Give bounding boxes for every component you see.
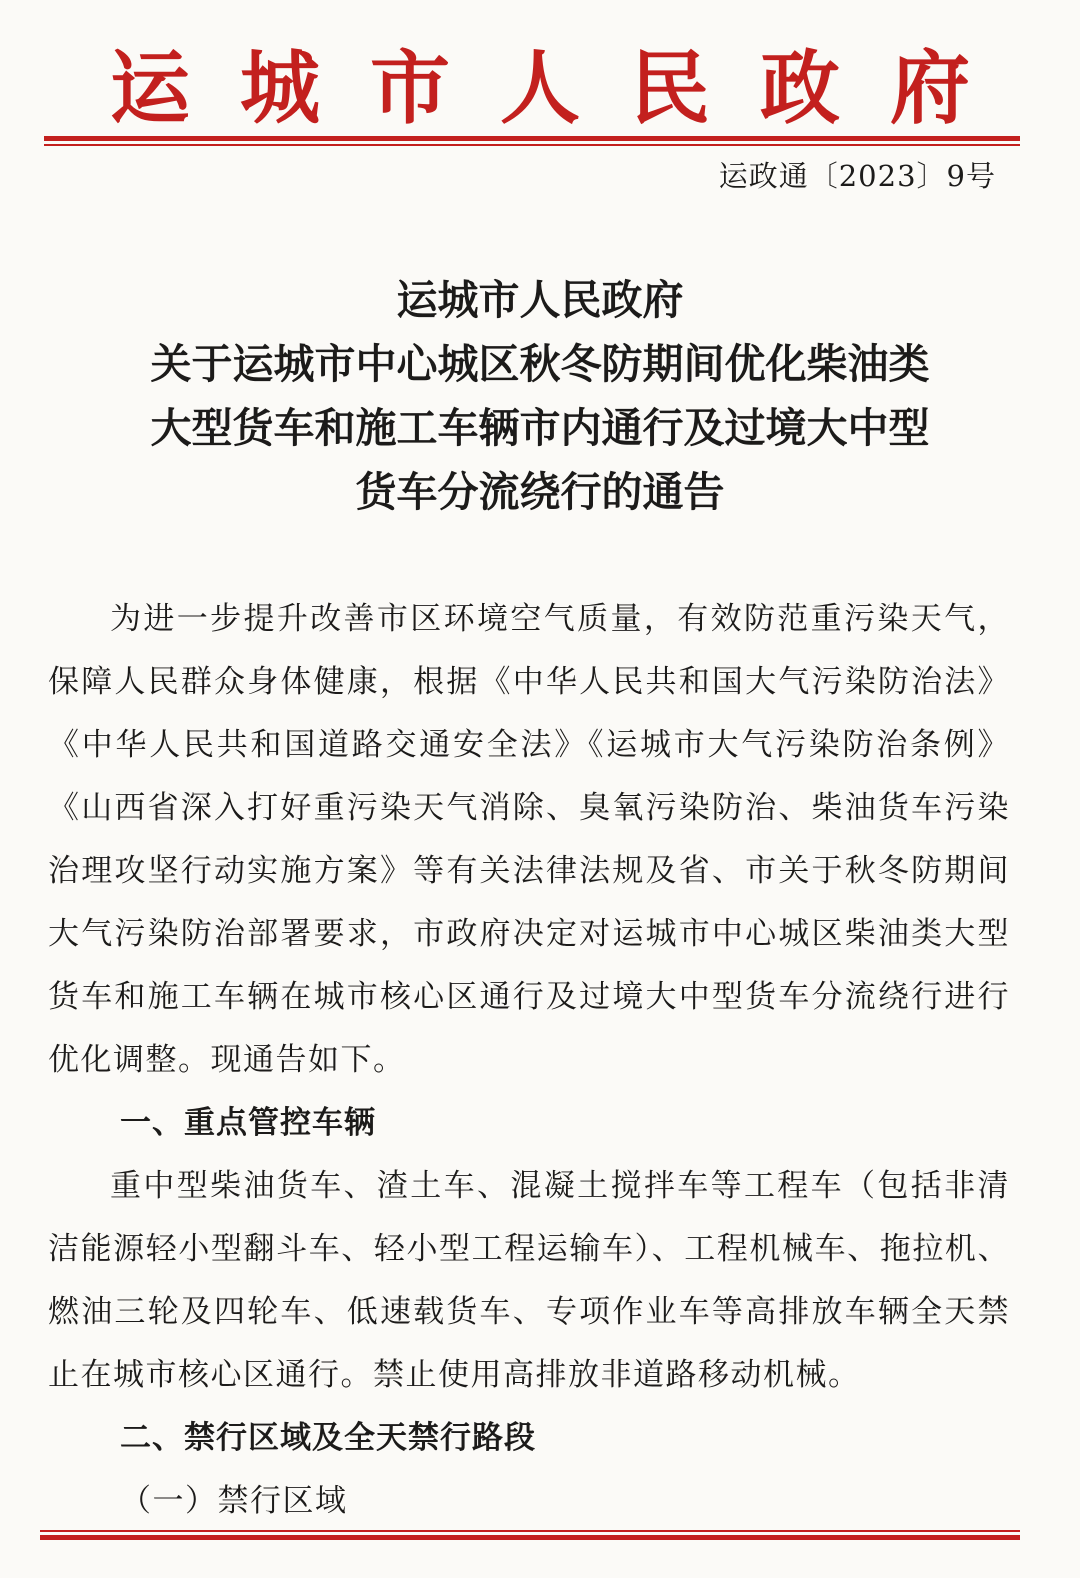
masthead-char: 市 [370, 41, 450, 135]
masthead-char: 民 [630, 41, 710, 135]
section-1-paragraph: 重中型柴油货车、渣土车、混凝土搅拌车等工程车（包括非清洁能源轻小型翻斗车、轻小型工程运输车）、工程机械车、拖拉机、燃油三轮及四轮车、低速载货车、专项作业车等高排放车辆全天禁止在城市核心区通行。禁止使用高排放非道路移动机械。 [48, 1168, 1010, 1393]
red-rule-top-thick [44, 136, 1020, 141]
section-heading-2: 二、禁行区域及全天禁行路段 [120, 1420, 536, 1456]
subsection-heading: （一）禁行区域 [120, 1483, 348, 1519]
red-rule-top-thin [44, 144, 1020, 146]
section-heading-1: 一、重点管控车辆 [120, 1105, 376, 1141]
document-number: 运政通〔2023〕9号 [718, 159, 996, 193]
red-rule-bottom-thick [40, 1535, 1020, 1540]
masthead-char: 人 [500, 41, 580, 135]
intro-paragraph: 为进一步提升改善市区环境空气质量，有效防范重污染天气，保障人民群众身体健康，根据《中华人民共和国大气污染防治法》《中华人民共和国道路交通安全法》《运城市大气污染防治条例》《山西省深入打好重污染天气消除、臭氧污染防治、柴油货车污染治理攻坚行动实施方案》等有关法律法规及省、市关于秋冬防期间大气污染防治部署要求，市政府决定对运城市中心城区柴油类大型货车和施工车辆在城市核心区通行及过境大中型货车分流绕行进行优化调整。现通告如下。 [48, 601, 1010, 1078]
title-line: 货车分流绕行的通告 [355, 468, 725, 516]
title-line: 关于运城市中心城区秋冬防期间优化柴油类 [150, 340, 930, 388]
masthead-char: 城 [240, 41, 320, 135]
masthead-char: 府 [890, 41, 970, 135]
document-title [60, 268, 1020, 524]
masthead-char: 政 [760, 41, 840, 135]
masthead [60, 40, 1020, 136]
title-line: 大型货车和施工车辆市内通行及过境大中型 [150, 404, 930, 452]
red-rule-bottom-thin [40, 1530, 1020, 1532]
title-line: 运城市人民政府 [396, 276, 684, 324]
document-body [48, 588, 1010, 1533]
masthead-char: 运 [110, 41, 190, 135]
